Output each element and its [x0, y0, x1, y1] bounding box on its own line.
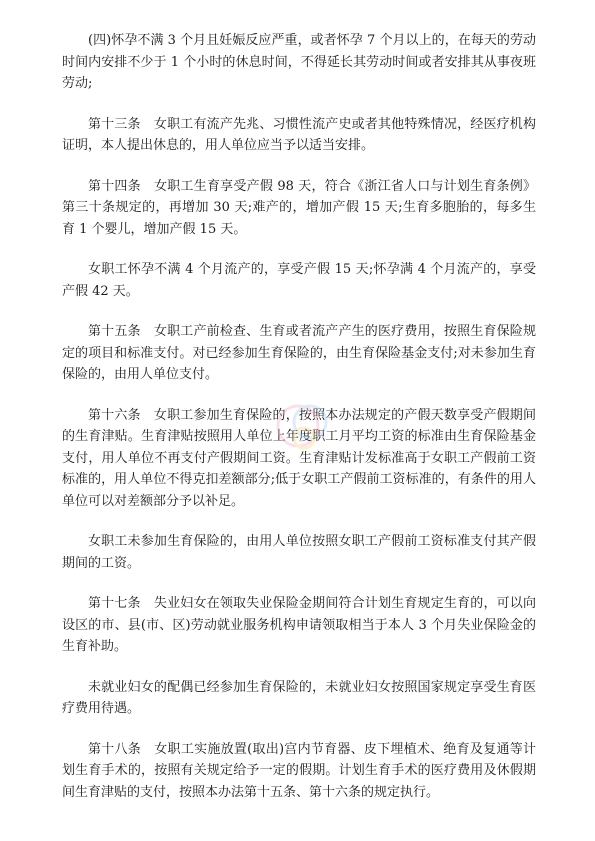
document-body	[62, 30, 536, 822]
paragraph-uninsured-wages: 女职工未参加生育保险的，由用人单位按照女职工产假前工资标准支付其产假期间的工资。	[62, 534, 536, 571]
paragraph-article-13: 第十三条 女职工有流产先兆、习惯性流产史或者其他特殊情况，经医疗机构证明，本人提出休息的，用人单位应当予以适当安排。	[62, 116, 536, 153]
paragraph-article-18: 第十八条 女职工实施放置(取出)宫内节育器、皮下埋植术、绝育及复通等计划生育手术的，按照有关规定给予一定的假期。计划生育手术的医疗费用及休假期间生育津贴的支付，按照本办法第十五条、第十六条的规定执行。	[62, 741, 536, 800]
paragraph-article-14: 第十四条 女职工生育享受产假 98 天，符合《浙江省人口与计划生育条例》第三十条规定的，再增加 30 天;难产的，增加产假 15 天;生育多胞胎的，每多生育 1 个婴儿，增加产假 15 天。	[62, 178, 536, 237]
paragraph-article-16: 第十六条 女职工参加生育保险的，按照本办法规定的产假天数享受产假期间的生育津贴。生育津贴按照用人单位上年度职工月平均工资的标准由生育保险基金支付，用人单位不再支付产假期间工资。生育津贴计发标准高于女职工产假前工资标准的，用人单位不得克扣差额部分;低于女职工产假前工资标准的，有条件的用人单位可以对差额部分予以补足。	[62, 407, 536, 509]
paragraph-article-15: 第十五条 女职工产前检查、生育或者流产产生的医疗费用，按照生育保险规定的项目和标准支付。对已经参加生育保险的，由生育保险基金支付;对未参加生育保险的，由用人单位支付。	[62, 324, 536, 382]
paragraph-unemployed-spouse: 未就业妇女的配偶已经参加生育保险的，未就业妇女按照国家规定享受生育医疗费用待遇。	[62, 679, 536, 716]
paragraph-article-17: 第十七条 失业妇女在领取失业保险金期间符合计划生育规定生育的，可以向设区的市、县(市、区)劳动就业服务机构申请领取相当于本人 3 个月失业保险金的生育补助。	[62, 596, 536, 654]
paragraph-miscarriage-leave: 女职工怀孕不满 4 个月流产的，享受产假 15 天;怀孕满 4 个月流产的，享受产假 42 天。	[62, 262, 536, 299]
paragraph-clause-4: (四)怀孕不满 3 个月且妊娠反应严重，或者怀孕 7 个月以上的，在每天的劳动时间内安排不少于 1 个小时的休息时间，不得延长其劳动时间或者安排其从事夜班劳动;	[62, 33, 536, 91]
